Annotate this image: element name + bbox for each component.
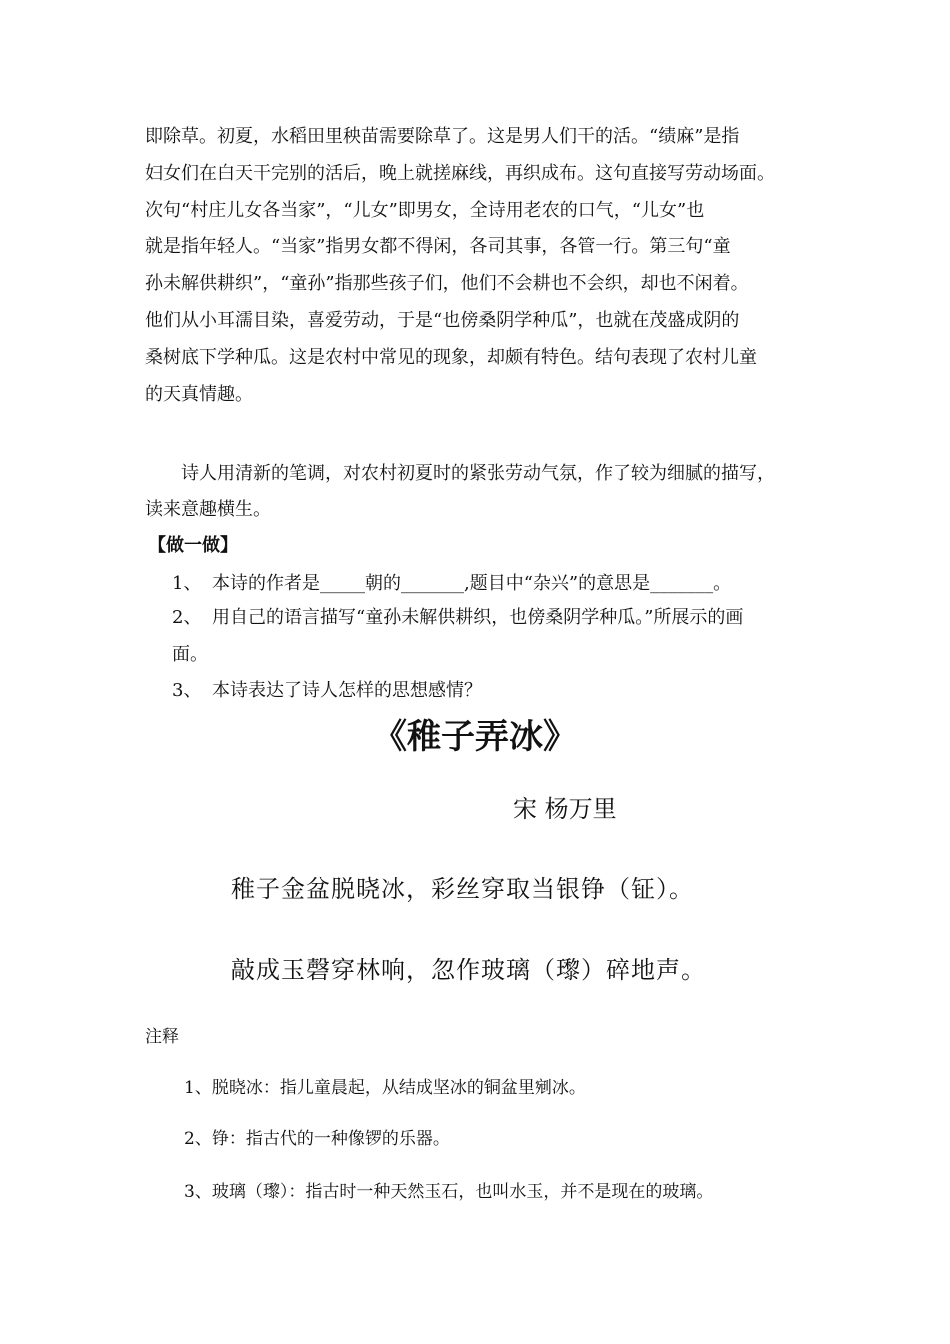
note-item: 1、脱晓冰：指儿童晨起，从结成坚冰的铜盆里剜冰。 — [184, 1078, 586, 1098]
summary-paragraph — [145, 456, 815, 528]
analysis-line: 他们从小耳濡目染，喜爱劳动，于是“也傍桑阴学种瓜”，也就在茂盛成阴的 — [145, 309, 740, 331]
poem-title: 《稚子弄冰》 — [373, 717, 577, 757]
question-number: 1、 — [172, 573, 202, 594]
analysis-line: 就是指年轻人。“当家”指男女都不得闲，各司其事，各管一行。第三句“童 — [145, 236, 731, 258]
question-item — [172, 600, 743, 636]
analysis-line: 次句“村庄儿女各当家”，“儿女”即男女，全诗用老农的口气，“儿女”也 — [145, 199, 705, 221]
question-text: 本诗的作者是_____朝的_______,题目中“杂兴”的意思是_______。 — [212, 573, 732, 594]
summary-line: 诗人用清新的笔调，对农村初夏时的紧张劳动气氛，作了较为细腻的描写， — [181, 463, 775, 484]
analysis-line: 桑树底下学种瓜。这是农村中常见的现象，却颇有特色。结句表现了农村儿童 — [145, 346, 757, 368]
analysis-paragraph — [145, 119, 815, 413]
poem-line: 敲成玉磬穿林响，忽作玻璃（瓈）碎地声。 — [231, 956, 706, 984]
exercise-heading: 【做一做】 — [148, 535, 238, 556]
question-text: 用自己的语言描写“童孙未解供耕织，也傍桑阴学种瓜。”所展示的画 — [212, 607, 744, 628]
analysis-line: 妇女们在白天干完别的活后，晚上就搓麻线，再织成布。这句直接写劳动场面。 — [145, 162, 775, 184]
question-text: 本诗表达了诗人怎样的思想感情？ — [212, 680, 482, 701]
question-number: 3、 — [172, 680, 202, 701]
question-continuation: 面。 — [172, 644, 208, 665]
poem-line: 稚子金盆脱晓冰，彩丝穿取当银铮（钲）。 — [231, 875, 694, 903]
analysis-line: 孙未解供耕织”，“童孙”指那些孩子们，他们不会耕也不会织，却也不闲着。 — [145, 273, 749, 295]
analysis-line: 的天真情趣。 — [145, 383, 253, 405]
notes-heading: 注释 — [145, 1027, 179, 1047]
analysis-line: 即除草。初夏，水稻田里秧苗需要除草了。这是男人们干的活。“绩麻”是指 — [145, 126, 740, 147]
summary-line: 读来意趣横生。 — [145, 499, 271, 520]
question-item — [172, 673, 482, 709]
question-number: 2、 — [172, 607, 202, 628]
note-item: 2、铮：指古代的一种像锣的乐器。 — [184, 1129, 450, 1149]
note-item: 3、玻璃（瓈）：指古时一种天然玉石，也叫水玉，并不是现在的玻璃。 — [184, 1182, 714, 1202]
poem-author: 宋 杨万里 — [513, 795, 617, 823]
question-item — [172, 566, 731, 602]
